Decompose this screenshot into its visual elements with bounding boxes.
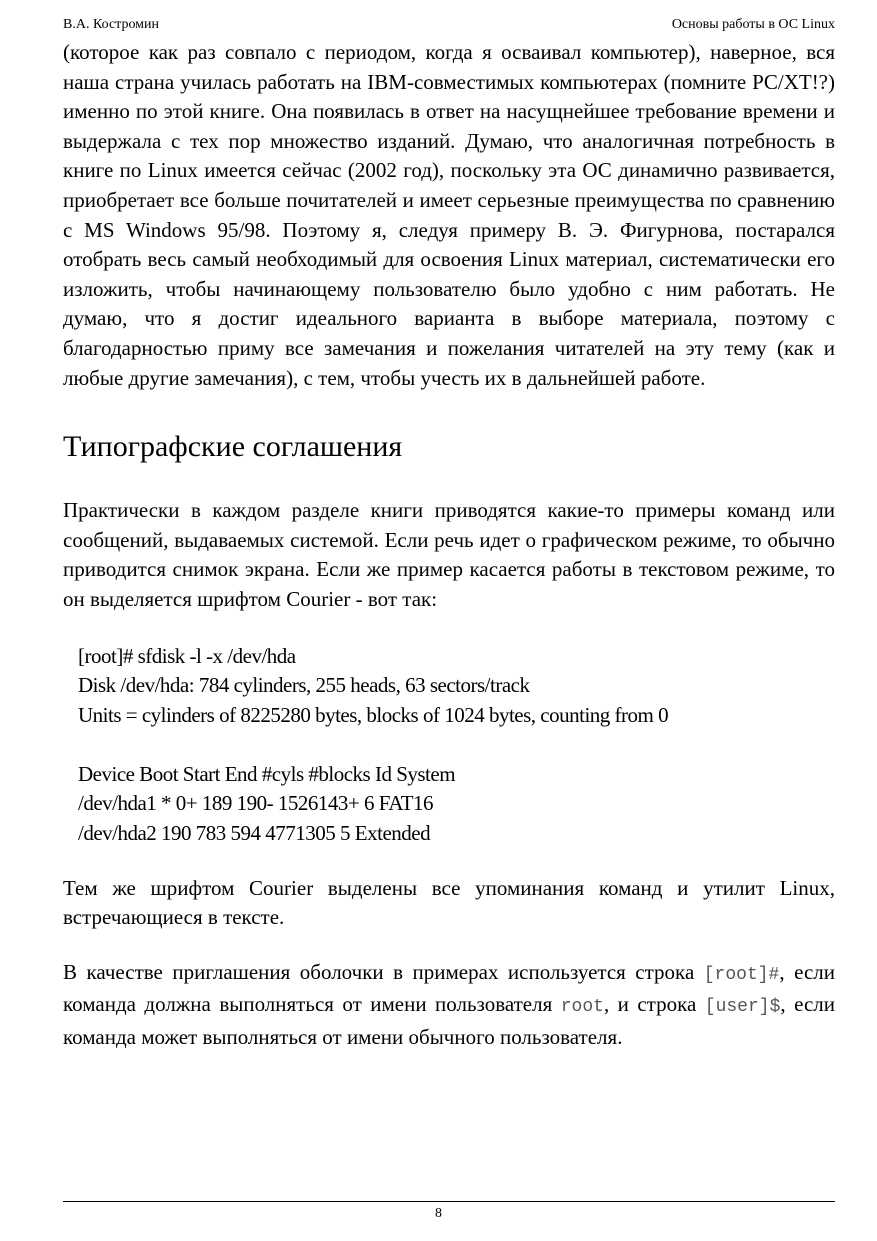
code-line: Units = cylinders of 8225280 bytes, blocks of 1024 bytes, counting from 0 bbox=[78, 702, 669, 727]
root-prompt-code: [root]# bbox=[703, 964, 780, 985]
code-example bbox=[78, 642, 835, 849]
code-line: Device Boot Start End #cyls #blocks Id System bbox=[78, 761, 456, 786]
code-line-blank bbox=[78, 730, 835, 760]
section-heading: Типографские соглашения bbox=[63, 430, 403, 464]
section-paragraph-1: Практически в каждом разделе книги приводятся какие-то примеры команд или сообщений, выдаваемых системой. Если речь идет о графическом режиме, то обычно приводится снимок экрана. Если же пример касается работы в текстовом режиме, то он выделяется шрифтом Courier - вот так: bbox=[63, 498, 835, 611]
page-number: 8 bbox=[435, 1206, 442, 1221]
section-paragraph-3: В качестве приглашения оболочки в примерах используется строка [root]#, если команда должна выполняться от имени пользователя root, и строка [user]$, если команда может выполняться от имени обычного пользователя. bbox=[63, 959, 835, 1050]
code-line: [root]# sfdisk -l -x /dev/hda bbox=[78, 643, 296, 668]
user-prompt-code: [user]$ bbox=[704, 997, 781, 1018]
code-line: /dev/hda1 * 0+ 189 190- 1526143+ 6 FAT16 bbox=[78, 791, 434, 816]
header-author: В.А. Костромин bbox=[63, 17, 160, 32]
footer-divider bbox=[63, 1201, 835, 1202]
page-body bbox=[63, 38, 835, 1053]
root-user-code: root bbox=[560, 997, 604, 1018]
intro-paragraph: (которое как раз совпало с периодом, когда я осваивал компьютер), наверное, вся наша страна училась работать на IBM-совместимых компьютерах (помните PC/XT!?) именно по этой книге. Она появилась в ответ на насущнейшее требование времени и выдержала с тех пор множество изданий. Думаю, что аналогичная потребность в книге по Linux имеется сейчас (2002 год), поскольку эта ОС динамично развивается, приобретает все больше почитателей и имеет серьезные преимущества по сравнению с MS Windows 95/98. Поэтому я, следуя примеру В. Э. Фигурнова, постарался отобрать весь самый необходимый для освоения Linux материал, систематически его изложить, чтобы начинающему пользователю было удобно с ним работать. Не думаю, что я достиг идеального варианта в выборе материала, поэтому с благодарностью приму все замечания и пожелания читателей на эту тему (как и любые другие замечания), с тем, чтобы учесть их в дальнейшей работе. bbox=[63, 40, 835, 390]
header-book-title: Основы работы в ОС Linux bbox=[671, 17, 835, 32]
section-paragraph-2: Тем же шрифтом Courier выделены все упоминания команд и утилит Linux, встречающиеся в тексте. bbox=[63, 875, 835, 930]
code-line: Disk /dev/hda: 784 cylinders, 255 heads, 63 sectors/track bbox=[78, 673, 530, 698]
code-line: /dev/hda2 190 783 594 4771305 5 Extended bbox=[78, 821, 431, 846]
